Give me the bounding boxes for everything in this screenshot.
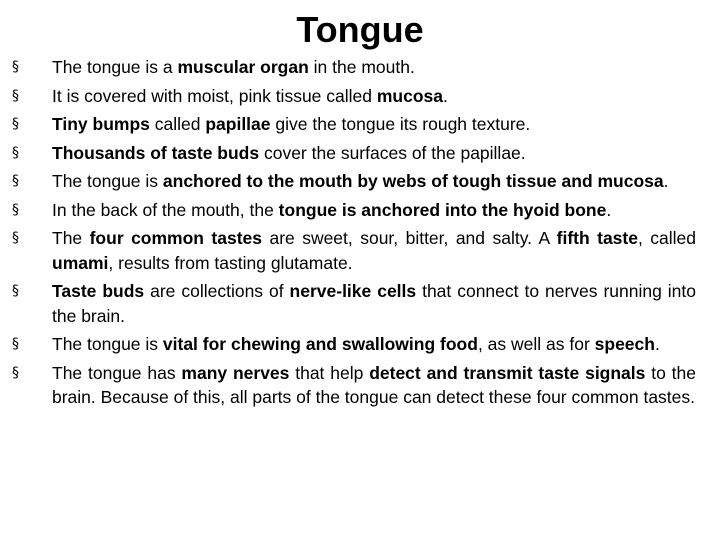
square-bullet-icon: § bbox=[12, 283, 19, 299]
bullet-text: . bbox=[443, 85, 448, 106]
bullet-item bbox=[12, 198, 696, 223]
bullet-text: In the back of the mouth, the bbox=[52, 199, 279, 220]
bullet-text: give the tongue its rough texture. bbox=[270, 114, 531, 134]
bullet-item bbox=[12, 112, 696, 137]
bullet-text: are sweet, sour, bitter, and salty. A bbox=[262, 228, 557, 248]
bullet-text: The tongue is a bbox=[52, 57, 178, 77]
bullet-text: . bbox=[654, 334, 660, 354]
bullet-bold-text: Taste buds bbox=[52, 281, 145, 301]
bullet-text: that connect to nerves running into the brain. bbox=[52, 281, 697, 326]
square-bullet-icon: § bbox=[12, 59, 19, 75]
bullet-bold-text: Tiny bumps bbox=[52, 114, 150, 134]
bullet-text: , as well as for bbox=[477, 334, 595, 354]
bullet-text: The tongue is bbox=[52, 171, 163, 191]
bullet-bold-text: many nerves bbox=[181, 362, 290, 383]
bullet-item bbox=[12, 55, 696, 80]
bullet-text: . bbox=[606, 199, 612, 220]
bullet-text: The tongue is bbox=[52, 334, 163, 354]
bullet-text: are collections of bbox=[144, 281, 290, 301]
square-bullet-icon: § bbox=[12, 87, 19, 104]
bullet-bold-text: vital for chewing and swallowing food bbox=[162, 334, 478, 354]
bullet-bold-text: papillae bbox=[205, 114, 271, 134]
square-bullet-icon: § bbox=[12, 201, 19, 218]
square-bullet-icon: § bbox=[12, 173, 19, 189]
bullet-bold-text: muscular organ bbox=[177, 57, 309, 77]
slide-title: Tongue bbox=[296, 9, 424, 50]
bullet-text: called bbox=[149, 114, 206, 134]
bullet-item bbox=[12, 332, 696, 357]
bullet-text: to the brain. Because of this, all parts of the tongue can detect these four common tastes. bbox=[52, 362, 696, 407]
bullet-text: The tongue has bbox=[52, 362, 182, 383]
bullet-bold-text: four common tastes bbox=[89, 228, 263, 248]
bullet-item bbox=[12, 141, 696, 166]
bullet-bold-text: tongue is anchored into the hyoid bone bbox=[278, 199, 607, 220]
bullet-bold-text: mucosa bbox=[376, 85, 443, 106]
bullet-bold-text: fifth taste bbox=[556, 228, 638, 248]
bullet-item bbox=[12, 226, 696, 275]
bullet-text: cover the surfaces of the papillae. bbox=[259, 142, 526, 163]
square-bullet-icon: § bbox=[12, 116, 19, 132]
bullet-bold-text: speech bbox=[594, 334, 655, 354]
bullet-bold-text: umami bbox=[52, 252, 109, 273]
bullet-list bbox=[12, 55, 696, 414]
bullet-text: The bbox=[52, 228, 90, 248]
bullet-text: It is covered with moist, pink tissue called bbox=[52, 85, 377, 106]
bullet-text: , called bbox=[637, 228, 696, 248]
bullet-item bbox=[12, 169, 696, 194]
square-bullet-icon: § bbox=[12, 336, 19, 352]
bullet-bold-text: nerve-like cells bbox=[289, 281, 417, 301]
bullet-text: . bbox=[663, 171, 669, 191]
bullet-text: in the mouth. bbox=[308, 57, 415, 77]
square-bullet-icon: § bbox=[12, 364, 19, 381]
square-bullet-icon: § bbox=[12, 230, 19, 246]
bullet-bold-text: anchored to the mouth by webs of tough tissue and mucosa bbox=[162, 171, 664, 191]
bullet-bold-text: detect and transmit taste signals bbox=[369, 362, 646, 383]
bullet-item bbox=[12, 279, 696, 328]
bullet-text: , results from tasting glutamate. bbox=[108, 252, 353, 273]
bullet-bold-text: Thousands of taste buds bbox=[52, 142, 260, 163]
bullet-item bbox=[12, 84, 696, 109]
square-bullet-icon: § bbox=[12, 144, 19, 161]
bullet-item bbox=[12, 361, 696, 410]
bullet-text: that help bbox=[289, 362, 370, 383]
